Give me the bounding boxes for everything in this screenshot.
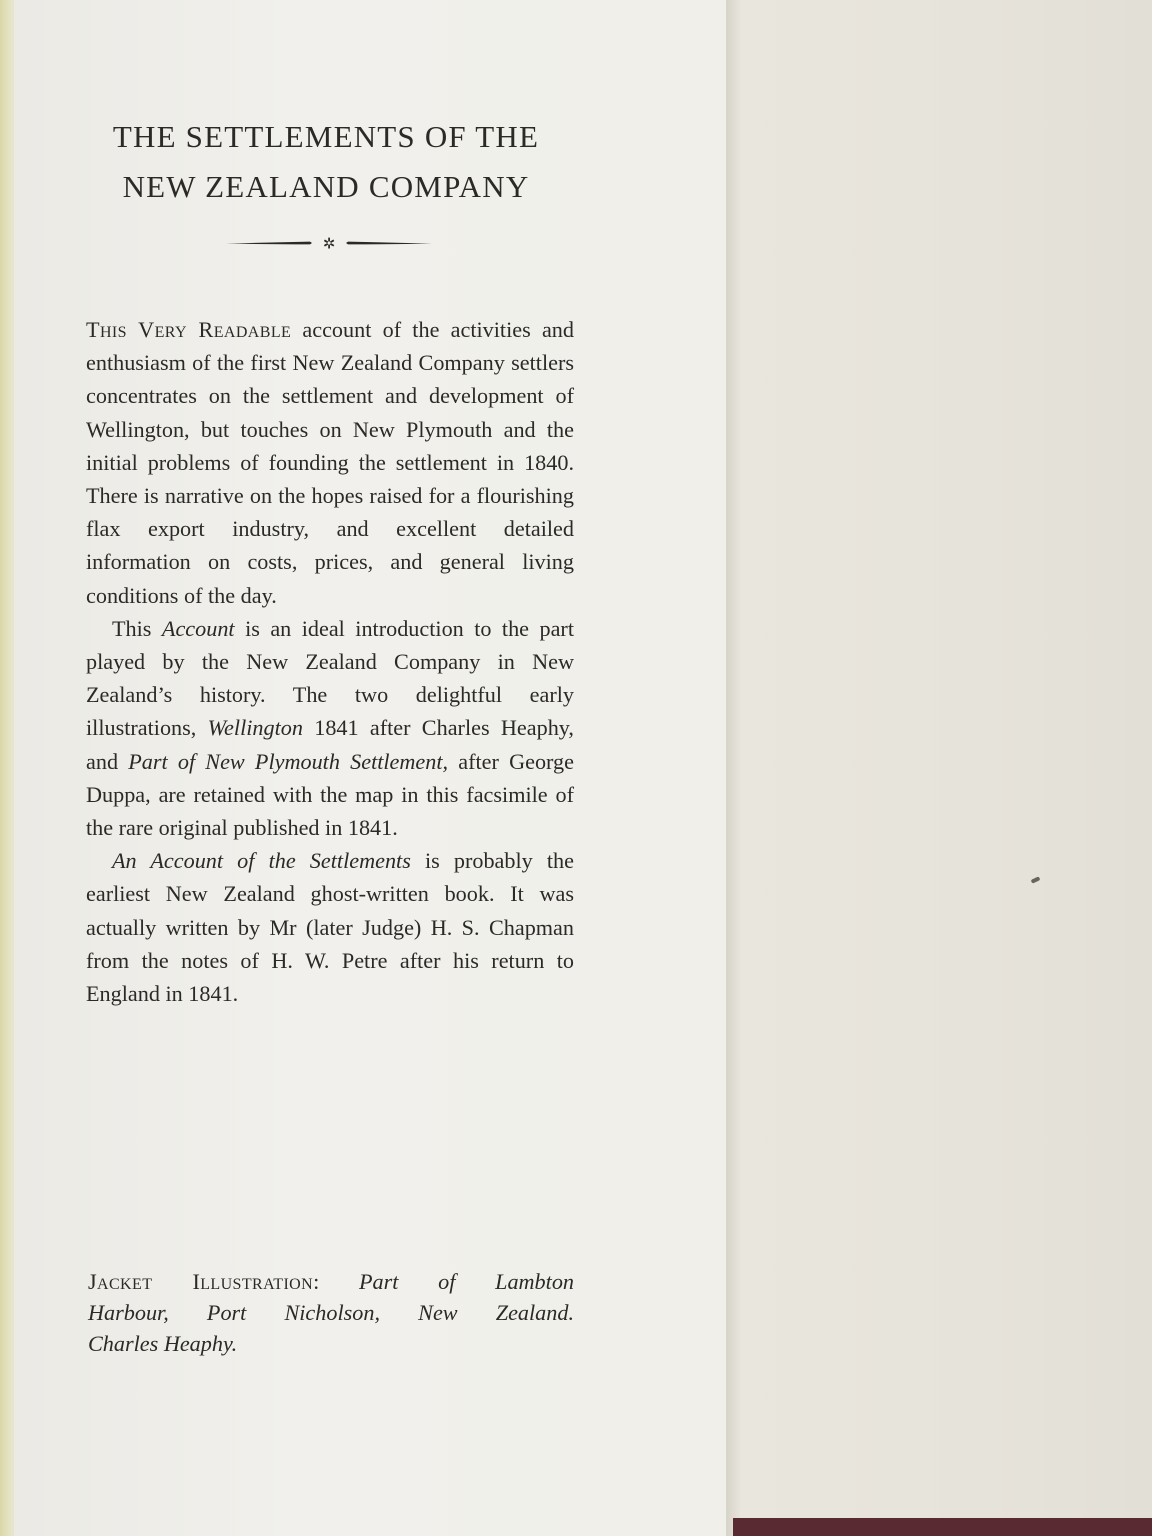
blurb-paragraph-2 <box>86 612 574 844</box>
credit-line-1 <box>88 1266 574 1297</box>
credit-artist: Charles Heaphy. <box>88 1331 238 1356</box>
star-ornament-icon: ✲ <box>322 234 336 252</box>
blurb-paragraph-1 <box>86 313 574 612</box>
title-ornament <box>226 234 432 252</box>
credit-label: Jacket Illustration <box>88 1269 314 1294</box>
flap-blurb <box>86 313 574 1010</box>
credit-line-2 <box>88 1297 574 1328</box>
blurb-p2-wellington: Wellington <box>207 715 303 741</box>
blurb-p2-text-d: after George Duppa, are retained with the map in this facsimile of the rare original published in 1841. <box>86 748 574 841</box>
book-board-edge <box>733 1518 1152 1536</box>
blurb-p3-book-title: An Account of the Settlements <box>112 848 411 874</box>
ornament-rule-left <box>226 242 312 245</box>
blurb-lead-in: This Very Readable <box>86 317 292 342</box>
credit-title-a: Part of Lambton <box>358 1269 575 1294</box>
blurb-p2-account: Account <box>161 615 235 641</box>
flap-title <box>60 112 592 212</box>
jacket-fold <box>726 0 740 1536</box>
credit-colon: : <box>313 1269 359 1294</box>
credit-title-b: Harbour, Port Nicholson, New Zealand. <box>88 1300 574 1325</box>
blurb-p2-text-b: is an ideal introduction to the part played by the New Zealand Company in New Zealand’s history. The two delightful early illustrations, <box>86 615 574 741</box>
credit-line-3 <box>88 1328 574 1359</box>
front-cover <box>740 0 1152 1536</box>
blurb-p3-text: is probably the earliest New Zealand ghost-written book. It was actually written by Mr (later Judge) H. S. Chapman from the notes of H. W. Petre after his return to England in 1841. <box>86 848 574 1007</box>
blurb-p1-text: account of the activities and enthusiasm of the first New Zealand Company settlers concentrates on the settlement and development of Wellington, but touches on New Plymouth and the initial problems of founding the settlement in 1840. There is narrative on the hopes raised for a flourishing flax export industry, and excellent detailed information on costs, prices, and general living conditions of the day. <box>86 317 574 608</box>
blurb-paragraph-3 <box>86 844 574 1010</box>
title-line-1: THE SETTLEMENTS OF THE <box>112 119 540 154</box>
jacket-illustration-credit <box>88 1266 574 1359</box>
title-line-2: NEW ZEALAND COMPANY <box>122 169 530 204</box>
blurb-p2-text-c: 1841 after Charles Heaphy, and <box>86 715 574 774</box>
blurb-p2-text-a: This <box>112 615 162 641</box>
ornament-rule-right <box>346 242 432 245</box>
blurb-p2-part-of-new-plymouth: Part of New Plymouth Settlement, <box>128 748 449 774</box>
